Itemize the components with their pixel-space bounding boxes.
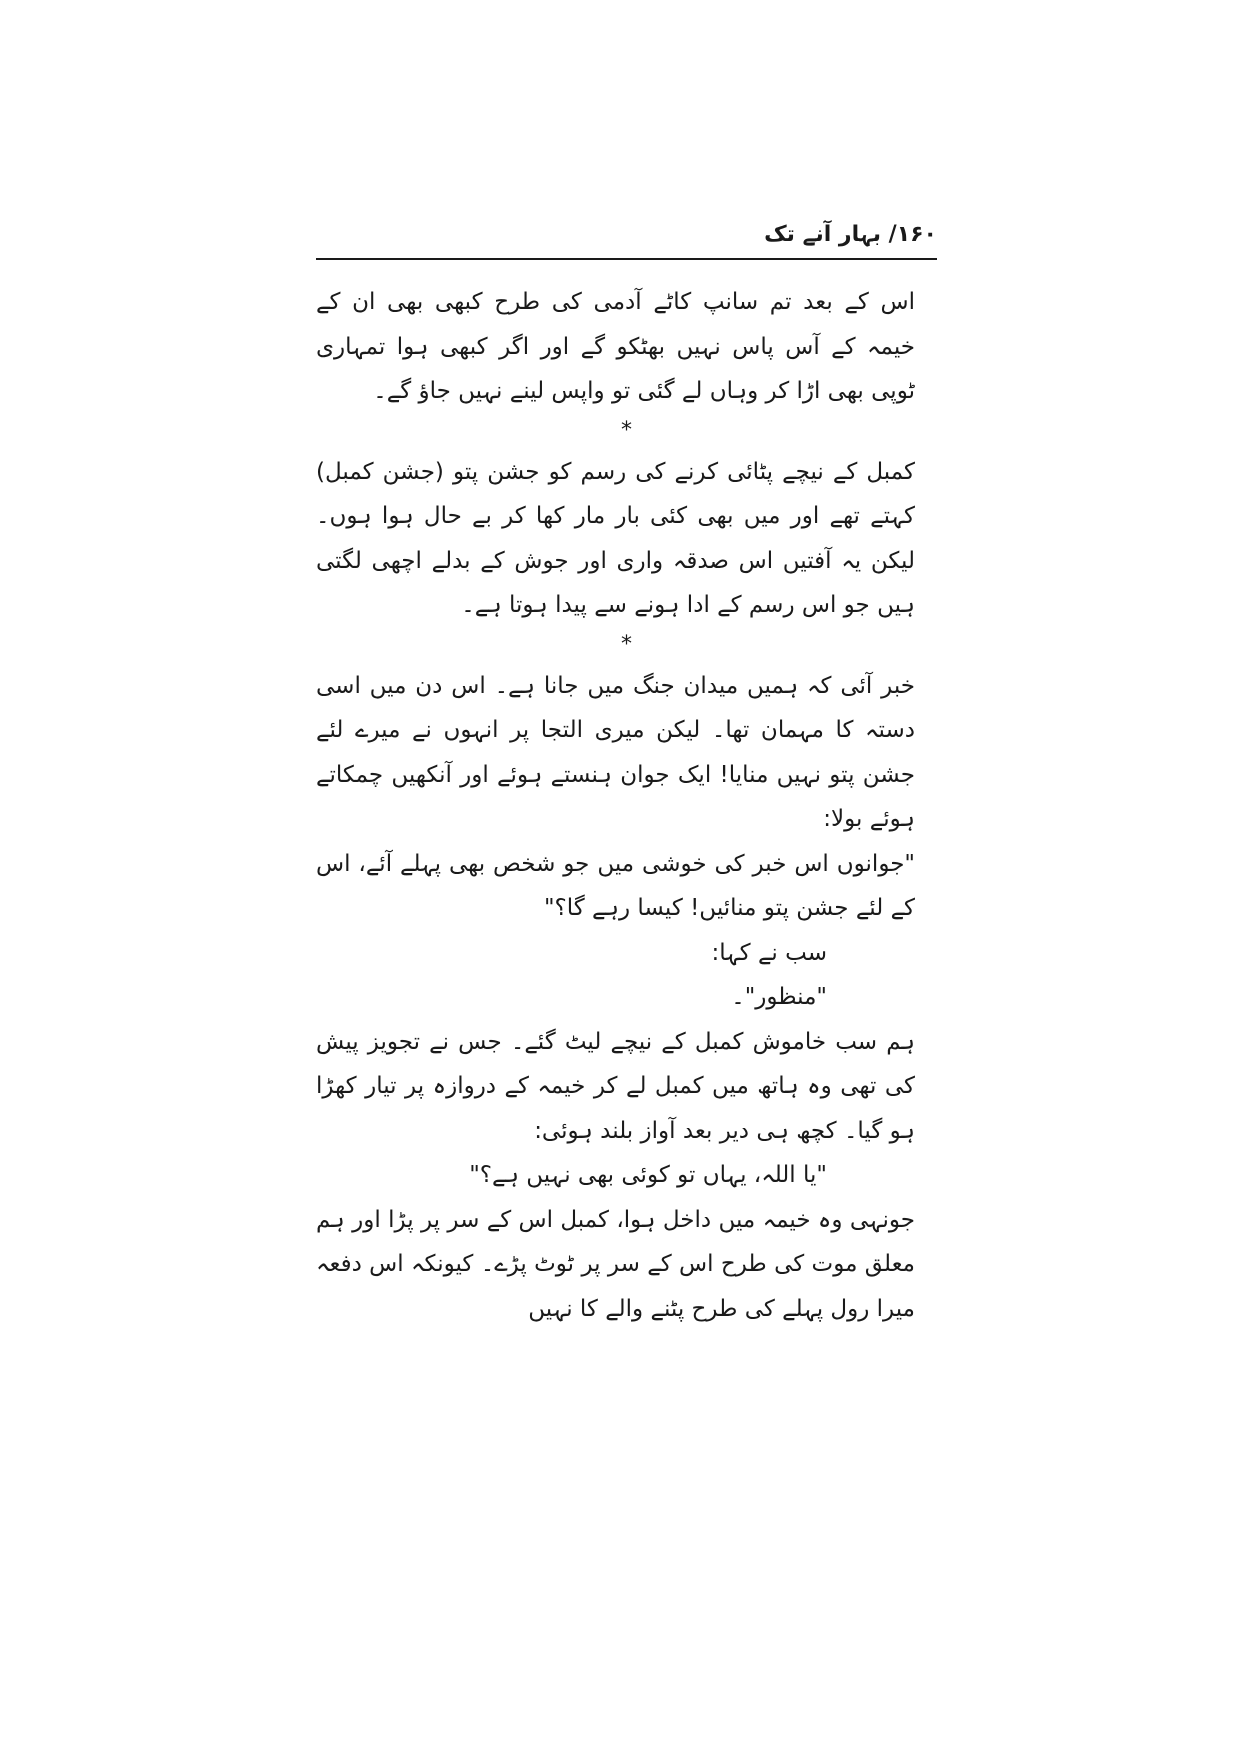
header-rule xyxy=(316,258,937,260)
line-everyone-said: سب نے کہا: xyxy=(711,939,827,966)
paragraph-1: اس کے بعد تم سانپ کاٹے آدمی کی طرح کبھی بھی ان کے خیمہ کے آس پاس نہیں بھٹکو گے اور اگر کبھی ہوا تمہاری ٹوپی بھی اڑا کر وہاں لے گئی تو واپس لینے نہیں جاؤ گے۔ xyxy=(316,289,915,404)
section-separator-1: * xyxy=(621,417,632,443)
quote-2: "یا اللہ، یہاں تو کوئی بھی نہیں ہے؟" xyxy=(469,1162,827,1188)
page-header xyxy=(316,218,937,266)
paragraph-5: جونہی وہ خیمہ میں داخل ہوا، کمبل اس کے سر پر پڑا اور ہم معلق موت کی طرح اس کے سر پر ٹوٹ پڑے۔ کیونکہ اس دفعہ میرا رول پہلے کی طرح پٹنے والے کا نہیں xyxy=(316,1206,915,1322)
paragraph-4: ہم سب خاموش کمبل کے نیچے لیٹ گئے۔ جس نے تجویز پیش کی تھی وہ ہاتھ میں کمبل لے کر خیمہ کے دروازہ پر تیار کھڑا ہو گیا۔ کچھ ہی دیر بعد آواز بلند ہوئی: xyxy=(316,1028,915,1144)
body-text xyxy=(316,280,937,1331)
line-agreed: "منظور"۔ xyxy=(731,984,827,1010)
quote-1: "جوانوں اس خبر کی خوشی میں جو شخص بھی پہلے آئے، اس کے لئے جشن پتو منائیں! کیسا رہے گا؟" xyxy=(316,850,915,921)
running-head: ۱۶۰/ بہار آنے تک xyxy=(764,222,937,247)
section-separator-2: * xyxy=(621,631,632,657)
paragraph-3: خبر آئی کہ ہمیں میدان جنگ میں جانا ہے۔ اس دن میں اسی دستہ کا مہمان تھا۔ لیکن میری التجا پر انہوں نے میرے لئے جشن پتو نہیں منایا! ایک جوان ہنستے ہوئے اور آنکھیں چمکاتے ہوئے بولا: xyxy=(316,672,915,832)
paragraph-2: کمبل کے نیچے پٹائی کرنے کی رسم کو جشن پتو (جشن کمبل) کہتے تھے اور میں بھی کئی بار مار کھا کر بے حال ہوا ہوں۔ لیکن یہ آفتیں اس صدقہ واری اور جوش کے بدلے اچھی لگتی ہیں جو اس رسم کے ادا ہونے سے پیدا ہوتا ہے۔ xyxy=(316,458,915,618)
